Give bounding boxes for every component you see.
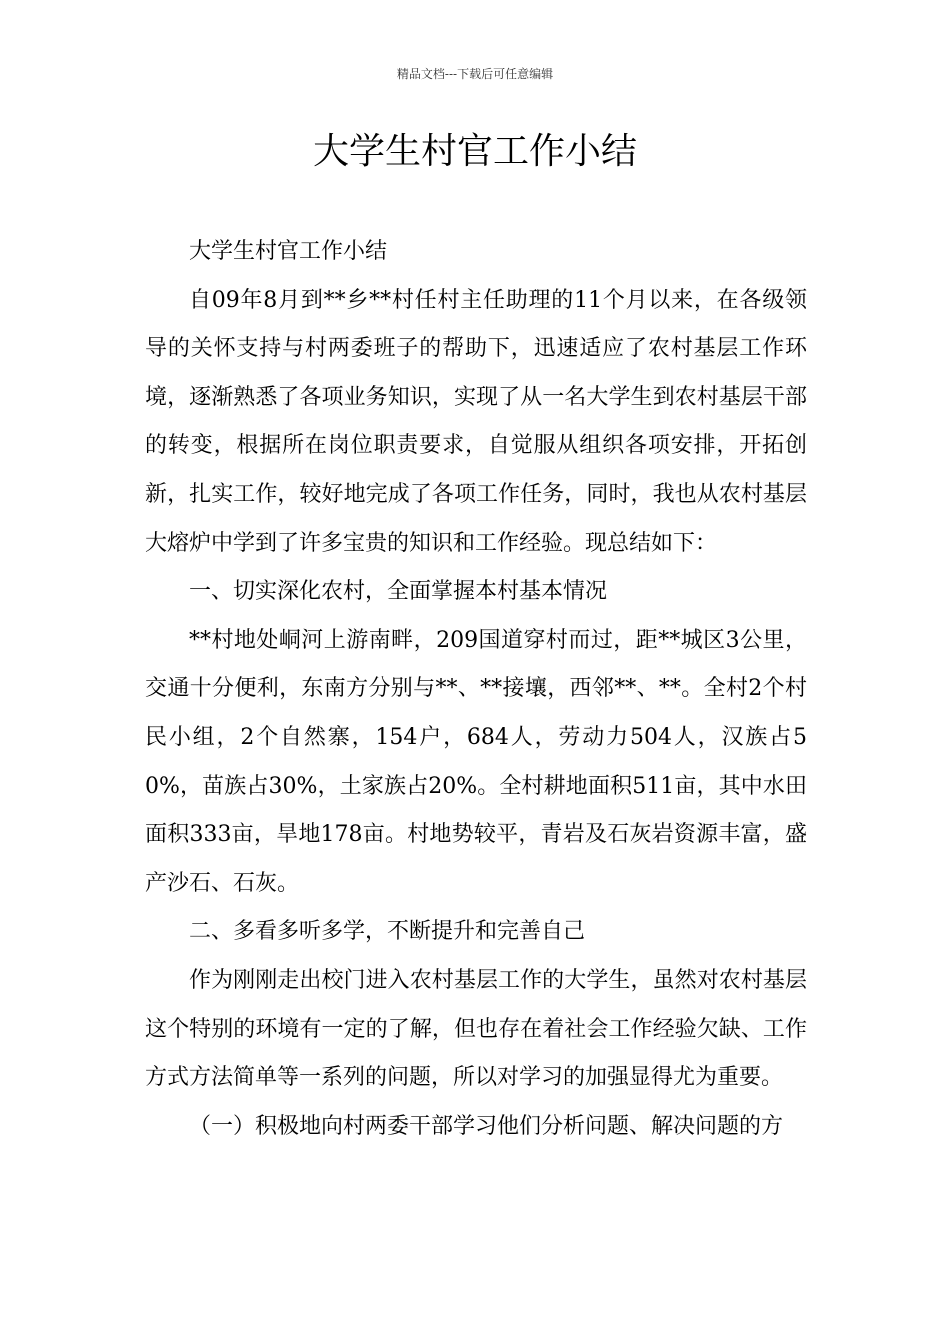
paragraph-subtitle: 大学生村官工作小结 — [189, 239, 388, 264]
section-heading-2: 二、多看多听多学，不断提升和完善自己 — [189, 919, 586, 945]
section-heading-1: 一、切实深化农村，全面掌握本村基本情况 — [189, 579, 608, 605]
sub-section-1: （一）积极地向村两委干部学习他们分析问题、解决问题的方 — [189, 1113, 784, 1139]
paragraph-intro: 自09年8月到**乡**村任村主任助理的11个月以来，在各级领导的关怀支持与村两委班子的帮助下，迅速适应了农村基层工作环境，逐渐熟悉了各项业务知识，实现了从一名大学生到农村基层干部的转变，根据所在岗位职责要求，自觉服从组织各项安排，开拓创新，扎实工作，较好地完成了各项工作任务，同时，我也从农村基层大熔炉中学到了许多宝贵的知识和工作经验。现总结如下： — [145, 287, 807, 556]
paragraph-learning: 作为刚刚走出校门进入农村基层工作的大学生，虽然对农村基层这个特别的环境有一定的了解，但也存在着社会工作经验欠缺、工作方式方法简单等一系列的问题，所以对学习的加强显得尤为重要。 — [145, 967, 807, 1091]
paragraph-village-overview: **村地处峒河上游南畔，209国道穿村而过，距**城区3公里，交通十分便利，东南方分别与**、**接壤，西邻**、**。全村2个村民小组，2个自然寨，154户，684人，劳动力504人，汉族占50%，苗族占30%，土家族占20%。全村耕地面积511亩，其中水田面积333亩，旱地178亩。村地势较平，青岩及石灰岩资源丰富，盛产沙石、石灰。 — [145, 627, 807, 896]
document-title: 大学生村官工作小结 — [312, 131, 637, 172]
page-header: 精品文档---下载后可任意编辑 — [396, 67, 554, 81]
document-body — [145, 228, 807, 1151]
